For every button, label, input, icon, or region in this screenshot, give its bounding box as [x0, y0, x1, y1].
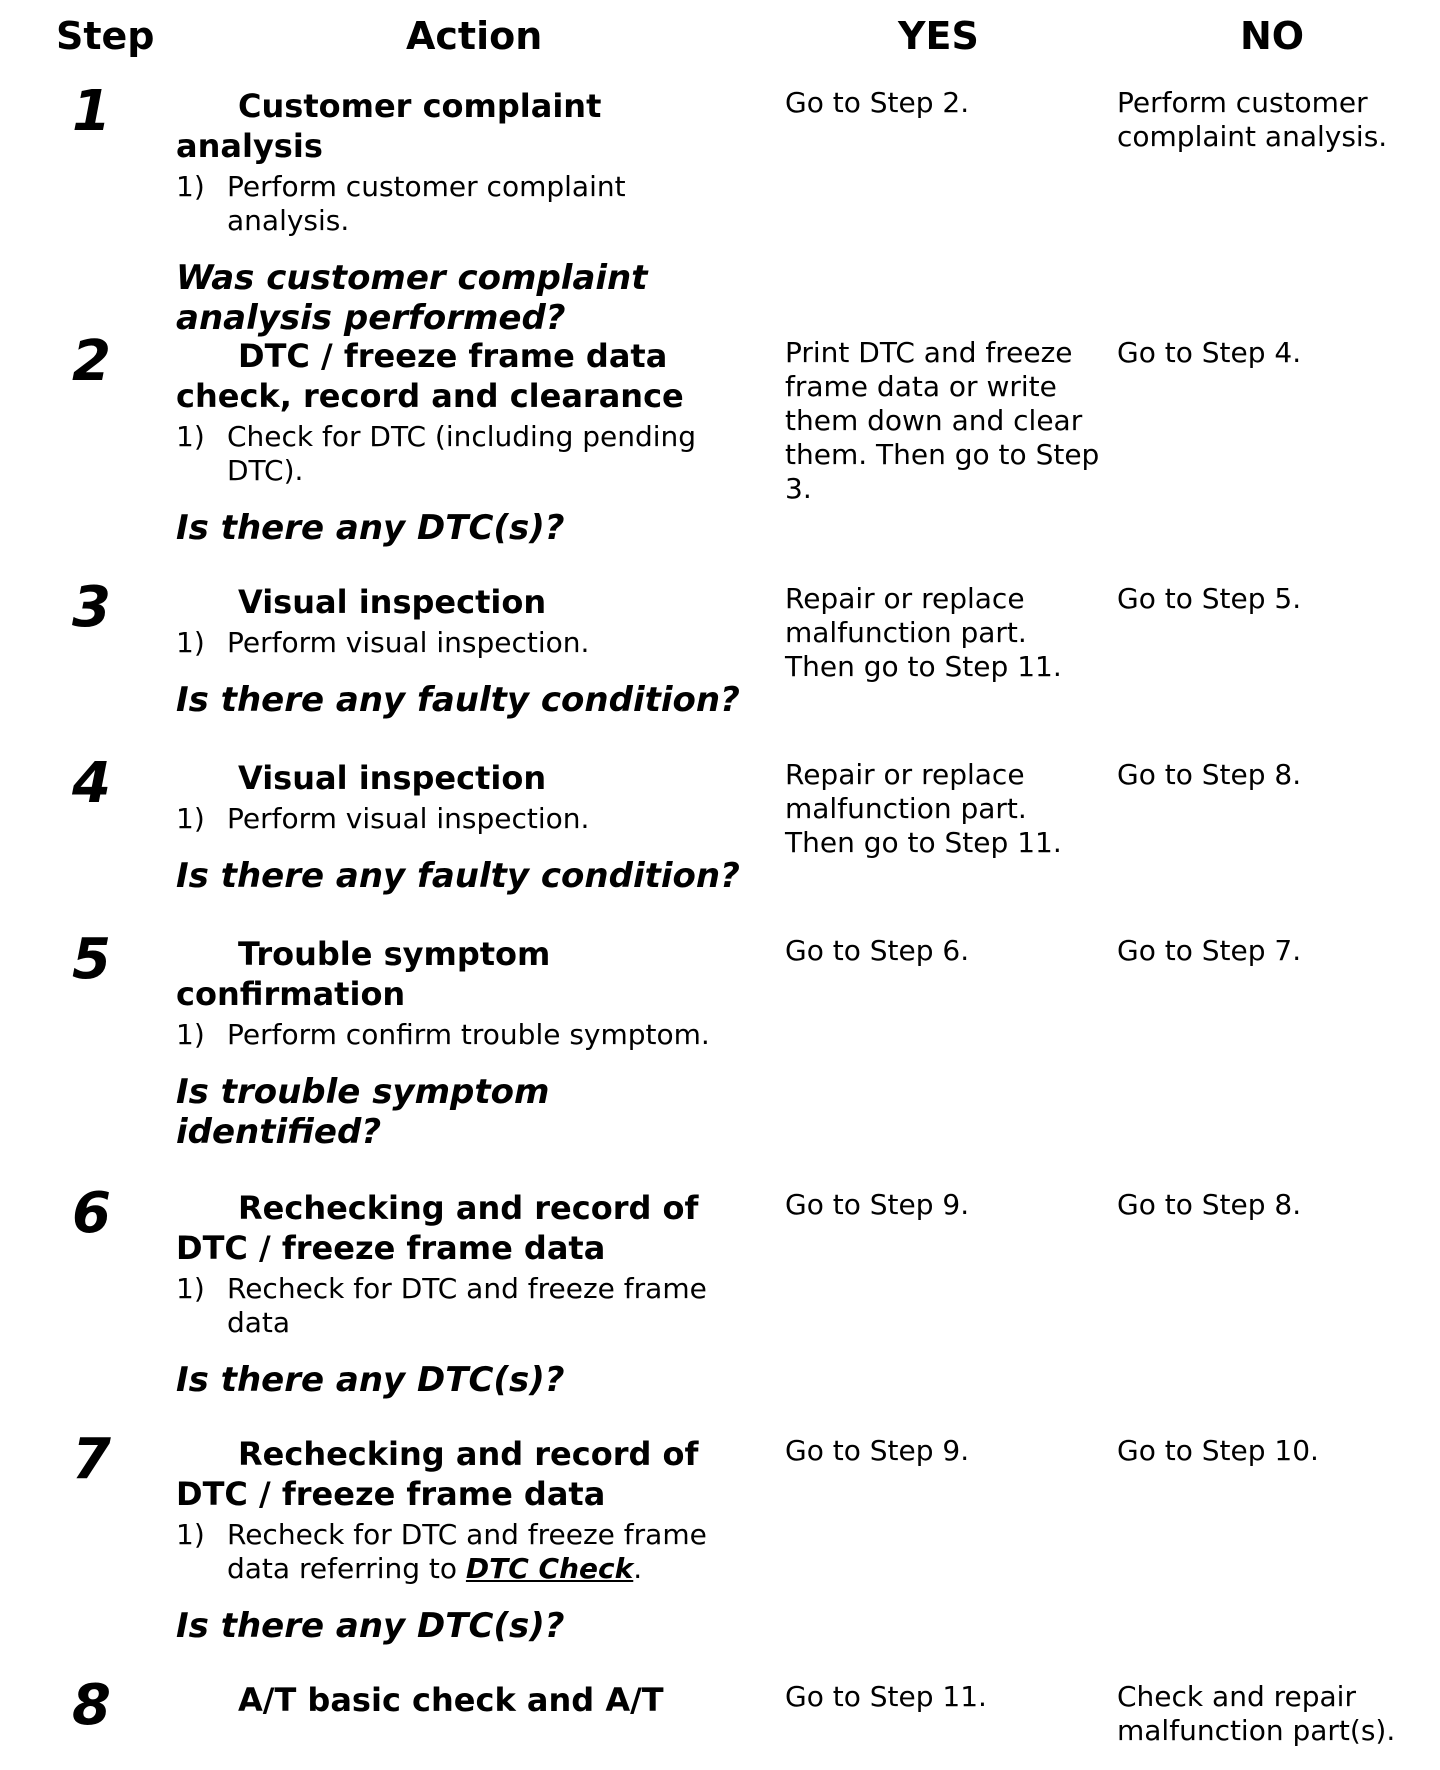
action-cell	[176, 934, 746, 1152]
yes-cell: Go to Step 9.	[785, 1434, 970, 1467]
step-number: 7	[72, 1427, 111, 1492]
substep-text: Check for DTC (including pending DTC).	[227, 420, 697, 487]
step-number: 6	[72, 1181, 111, 1246]
dtc-check-link[interactable]: DTC Check	[465, 1552, 634, 1585]
no-cell: Go to Step 4.	[1117, 336, 1302, 369]
yes-cell: Print DTC and freeze frame data or write them down and clear them. Then go to Step 3.	[785, 336, 1100, 505]
no-cell: Go to Step 8.	[1117, 758, 1302, 791]
action-substep	[176, 626, 746, 660]
action-cell	[176, 336, 746, 548]
substep-number: 1)	[176, 626, 205, 659]
step-number: 2	[72, 329, 111, 394]
action-cell	[176, 582, 746, 720]
action-question: Is there any DTC(s)?	[176, 508, 565, 548]
no-cell: Go to Step 10.	[1117, 1434, 1319, 1467]
no-cell: Perform customer complaint analysis.	[1117, 86, 1388, 153]
yes-cell: Go to Step 2.	[785, 86, 970, 119]
action-question: Is there any faulty condition?	[176, 680, 740, 720]
action-question: Was customer complaint analysis performed?	[176, 258, 648, 338]
yes-cell: Repair or replace malfunction part. Then go to Step 11.	[785, 758, 1062, 859]
action-substep	[176, 1518, 746, 1586]
substep-text: Perform visual inspection.	[227, 626, 590, 659]
action-title: Visual inspection	[238, 583, 547, 621]
step-number: 8	[72, 1673, 111, 1738]
action-question: Is there any DTC(s)?	[176, 1606, 565, 1646]
action-substep	[176, 1272, 746, 1340]
action-question: Is there any faulty condition?	[176, 856, 740, 896]
action-cell	[176, 1434, 746, 1646]
step-number: 5	[72, 927, 111, 992]
substep-number: 1)	[176, 170, 205, 203]
substep-number: 1)	[176, 802, 205, 835]
substep-number: 1)	[176, 420, 205, 453]
action-title: A/T basic check and A/T	[238, 1681, 664, 1719]
action-title: Rechecking and record of DTC / freeze frame data	[176, 1435, 699, 1513]
yes-cell: Go to Step 11.	[785, 1680, 987, 1713]
header-yes: YES	[898, 14, 979, 58]
step-number: 4	[72, 751, 111, 816]
substep-text: Perform customer complaint analysis.	[227, 170, 626, 237]
step-number: 3	[72, 575, 111, 640]
substep-text: Perform visual inspection.	[227, 802, 590, 835]
substep-number: 1)	[176, 1518, 205, 1551]
step-number: 1	[72, 79, 111, 144]
action-cell	[176, 1188, 746, 1400]
header-step: Step	[56, 14, 155, 58]
substep-tail: .	[633, 1552, 643, 1585]
action-title: Rechecking and record of DTC / freeze frame data	[176, 1189, 699, 1267]
substep-text: Recheck for DTC and freeze frame data referring to	[227, 1518, 707, 1585]
action-substep	[176, 1018, 746, 1052]
action-cell	[176, 86, 746, 338]
yes-cell: Go to Step 9.	[785, 1188, 970, 1221]
action-question: Is trouble symptom identified?	[176, 1072, 550, 1152]
no-cell: Go to Step 7.	[1117, 934, 1302, 967]
no-cell: Check and repair malfunction part(s).	[1117, 1680, 1396, 1747]
substep-text: Recheck for DTC and freeze frame data	[227, 1272, 707, 1339]
action-cell	[176, 1680, 746, 1720]
action-title: DTC / freeze frame data check, record and clearance	[176, 337, 684, 415]
yes-cell: Go to Step 6.	[785, 934, 970, 967]
yes-cell: Repair or replace malfunction part. Then go to Step 11.	[785, 582, 1062, 683]
no-cell: Go to Step 8.	[1117, 1188, 1302, 1221]
action-title: Visual inspection	[238, 759, 547, 797]
action-title: Trouble symptom confirmation	[176, 935, 551, 1013]
action-title: Customer complaint analysis	[176, 87, 602, 165]
action-substep	[176, 170, 746, 238]
substep-number: 1)	[176, 1272, 205, 1305]
action-cell	[176, 758, 746, 896]
substep-number: 1)	[176, 1018, 205, 1051]
substep-text: Perform confirm trouble symptom.	[227, 1018, 710, 1051]
header-no: NO	[1240, 14, 1305, 58]
action-substep	[176, 802, 746, 836]
action-question: Is there any DTC(s)?	[176, 1360, 565, 1400]
action-substep	[176, 420, 746, 488]
header-action: Action	[406, 14, 543, 58]
no-cell: Go to Step 5.	[1117, 582, 1302, 615]
